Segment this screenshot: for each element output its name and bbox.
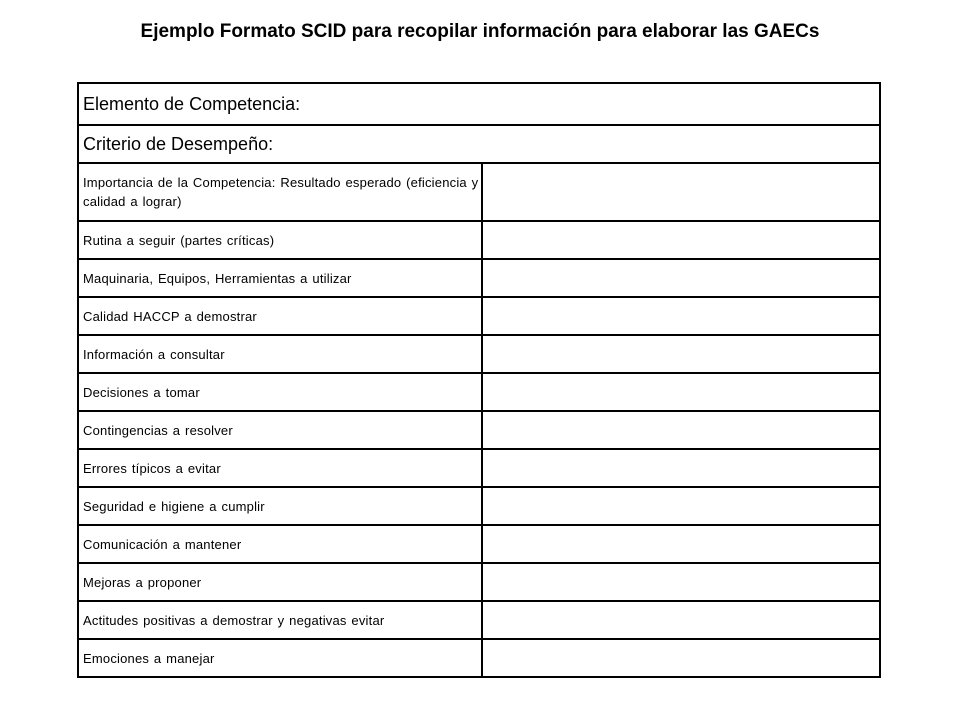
row-value-informacion	[482, 335, 880, 373]
row-label-errores: Errores típicos a evitar	[78, 449, 482, 487]
table-row	[78, 163, 880, 221]
scid-format-table	[77, 82, 881, 678]
row-label-seguridad: Seguridad e higiene a cumplir	[78, 487, 482, 525]
row-label-maquinaria: Maquinaria, Equipos, Herramientas a utilizar	[78, 259, 482, 297]
row-value-mejoras	[482, 563, 880, 601]
table-row	[78, 297, 880, 335]
row-value-contingencias	[482, 411, 880, 449]
page-title: Ejemplo Formato SCID para recopilar información para elaborar las GAECs	[140, 21, 820, 42]
elemento-de-competencia-label: Elemento de Competencia:	[78, 83, 880, 125]
row-value-emociones	[482, 639, 880, 677]
table-row	[78, 335, 880, 373]
row-value-calidad	[482, 297, 880, 335]
table-row	[78, 259, 880, 297]
table-row	[78, 639, 880, 677]
row-value-decisiones	[482, 373, 880, 411]
row-value-importancia	[482, 163, 880, 221]
row-label-rutina: Rutina a seguir (partes críticas)	[78, 221, 482, 259]
row-label-comunicacion: Comunicación a mantener	[78, 525, 482, 563]
table-row	[78, 487, 880, 525]
table-row	[78, 525, 880, 563]
row-label-actitudes: Actitudes positivas a demostrar y negativas evitar	[78, 601, 482, 639]
criterio-row	[78, 125, 880, 163]
row-label-emociones: Emociones a manejar	[78, 639, 482, 677]
row-value-comunicacion	[482, 525, 880, 563]
row-value-seguridad	[482, 487, 880, 525]
row-label-contingencias: Contingencias a resolver	[78, 411, 482, 449]
table-row	[78, 411, 880, 449]
row-label-informacion: Información a consultar	[78, 335, 482, 373]
table-row	[78, 563, 880, 601]
table-row	[78, 449, 880, 487]
row-value-rutina	[482, 221, 880, 259]
row-value-actitudes	[482, 601, 880, 639]
row-label-importancia: Importancia de la Competencia: Resultado esperado (eficiencia y calidad a lograr)	[78, 163, 482, 221]
elemento-row	[78, 83, 880, 125]
table-row	[78, 221, 880, 259]
row-label-decisiones: Decisiones a tomar	[78, 373, 482, 411]
row-label-calidad: Calidad HACCP a demostrar	[78, 297, 482, 335]
table-row	[78, 601, 880, 639]
row-value-errores	[482, 449, 880, 487]
row-value-maquinaria	[482, 259, 880, 297]
criterio-de-desempeno-label: Criterio de Desempeño:	[78, 125, 880, 163]
row-label-mejoras: Mejoras a proponer	[78, 563, 482, 601]
table-row	[78, 373, 880, 411]
